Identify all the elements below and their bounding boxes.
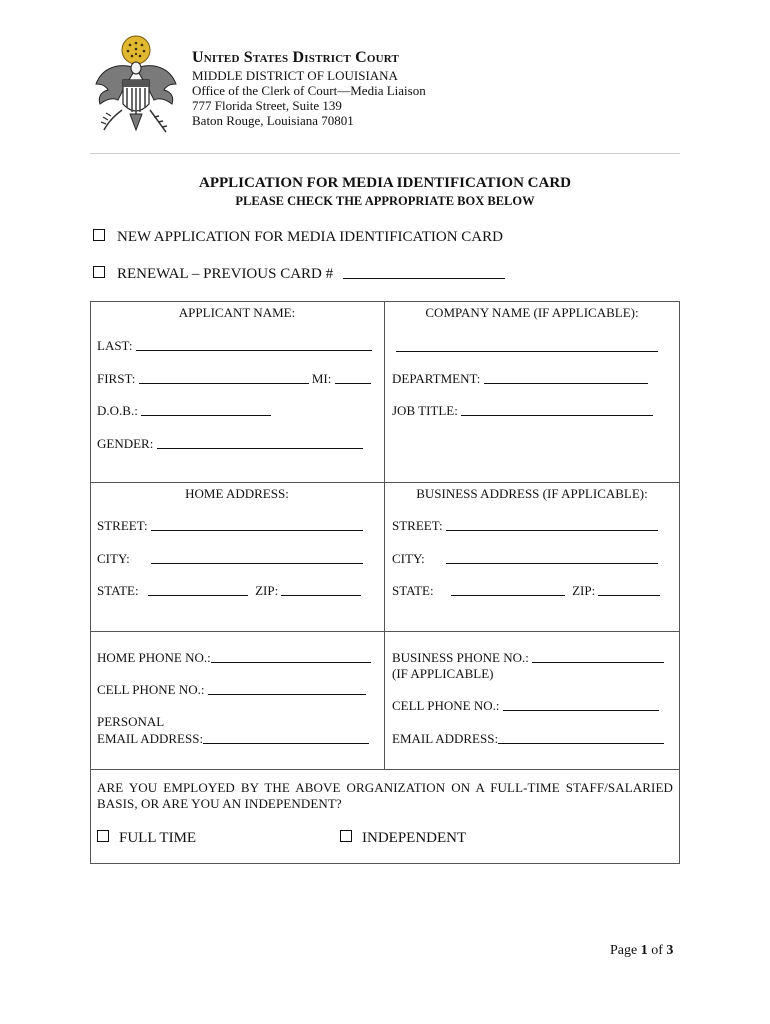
cell-phone-field[interactable] [208,694,366,695]
new-application-label: NEW APPLICATION FOR MEDIA IDENTIFICATION CARD [117,229,503,245]
gender-row [97,436,363,452]
business-email-row [392,731,664,747]
employment-question: ARE YOU EMPLOYED BY THE ABOVE ORGANIZATION ON A FULL-TIME STAFF/SALARIED BASIS, OR ARE YOU AN INDEPENDENT? [97,780,673,811]
company-name-header: COMPANY NAME (IF APPLICABLE): [425,305,639,320]
business-zip-label: ZIP: [572,583,596,598]
home-zip-label: ZIP: [255,583,279,598]
court-city: Baton Rouge, Louisiana 70801 [192,113,354,128]
home-street-label: STREET: [97,518,148,533]
personal-email-label: EMAIL ADDRESS: [97,731,204,746]
last-name-row [97,338,372,354]
dob-field[interactable] [141,415,271,416]
previous-card-field[interactable] [343,278,505,279]
mi-label: MI: [311,371,332,386]
mi-field[interactable] [335,383,371,384]
first-name-row [97,371,371,387]
cell-phone-row [97,682,366,698]
dob-row [97,403,271,419]
renewal-option [93,266,505,283]
company-name-field[interactable] [396,351,658,352]
business-cell-label: CELL PHONE NO.: [392,698,500,713]
business-city-label: CITY: [392,551,425,566]
home-state-field[interactable] [148,595,248,596]
home-phone-row [97,650,371,666]
home-address-header: HOME ADDRESS: [185,486,289,501]
new-application-checkbox[interactable] [93,229,105,241]
home-phone-label: HOME PHONE NO.: [97,650,211,665]
department-label: DEPARTMENT: [392,371,481,386]
last-name-label: LAST: [97,338,133,353]
job-title-field[interactable] [461,415,653,416]
business-cell-row [392,698,659,714]
business-phone-field[interactable] [532,662,664,663]
independent-label: INDEPENDENT [362,830,467,846]
department-field[interactable] [484,383,648,384]
gender-label: GENDER: [97,436,154,451]
department-row [392,371,648,387]
dob-label: D.O.B.: [97,403,138,418]
renewal-checkbox[interactable] [93,266,105,278]
form-title: APPLICATION FOR MEDIA IDENTIFICATION CARD [199,175,571,191]
full-time-label: FULL TIME [119,830,197,846]
court-name: United States District Court [192,49,400,66]
court-street: 777 Florida Street, Suite 139 [192,98,342,113]
full-time-option [97,830,196,847]
business-phone-label: BUSINESS PHONE NO.: [392,650,529,665]
column-divider [384,301,385,769]
home-zip-field[interactable] [281,595,361,596]
page-current: 1 [640,943,648,958]
business-city-field[interactable] [446,563,658,564]
new-application-option [93,229,503,246]
first-name-field[interactable] [139,383,309,384]
section-divider-1 [90,482,680,483]
business-address-header: BUSINESS ADDRESS (IF APPLICABLE): [416,486,648,501]
page-of: of [651,943,663,958]
home-street-field[interactable] [151,530,363,531]
business-state-label: STATE: [392,583,434,598]
last-name-field[interactable] [136,350,372,351]
business-state-field[interactable] [451,595,565,596]
business-street-field[interactable] [446,530,658,531]
form-subtitle: PLEASE CHECK THE APPROPRIATE BOX BELOW [235,194,535,208]
applicant-name-header: APPLICANT NAME: [178,305,296,320]
home-city-label: CITY: [97,551,130,566]
personal-label: PERSONAL [97,714,165,729]
home-state-label: STATE: [97,583,139,598]
court-seal-icon [92,34,180,142]
business-phone-row [392,650,664,666]
first-name-label: FIRST: [97,371,136,386]
personal-email-field[interactable] [203,743,369,744]
home-city-row [97,551,363,567]
home-phone-field[interactable] [211,662,371,663]
section-divider-3 [90,769,680,770]
independent-option [340,830,466,847]
business-email-label: EMAIL ADDRESS: [392,731,499,746]
page-total: 3 [666,943,674,958]
business-city-row [392,551,658,567]
cell-phone-label: CELL PHONE NO.: [97,682,205,697]
home-city-field[interactable] [151,563,363,564]
independent-checkbox[interactable] [340,830,352,842]
page-number [610,943,673,959]
business-state-row [392,583,660,599]
gender-field[interactable] [157,448,363,449]
job-title-label: JOB TITLE: [392,403,458,418]
business-street-label: STREET: [392,518,443,533]
personal-email-row [97,731,369,747]
business-street-row [392,518,658,534]
section-divider-2 [90,631,680,632]
business-zip-field[interactable] [598,595,660,596]
renewal-label: RENEWAL – PREVIOUS CARD # [117,266,334,282]
business-email-field[interactable] [498,743,664,744]
court-office: Office of the Clerk of Court—Media Liaison [192,83,426,98]
business-cell-field[interactable] [503,710,659,711]
home-street-row [97,518,363,534]
company-name-row [396,338,658,356]
home-state-row [97,583,361,599]
job-title-row [392,403,653,419]
full-time-checkbox[interactable] [97,830,109,842]
header-divider [90,153,680,154]
court-district: MIDDLE DISTRICT OF LOUISIANA [192,68,398,83]
page-word: Page [610,943,638,958]
business-phone-note: (IF APPLICABLE) [392,666,494,681]
